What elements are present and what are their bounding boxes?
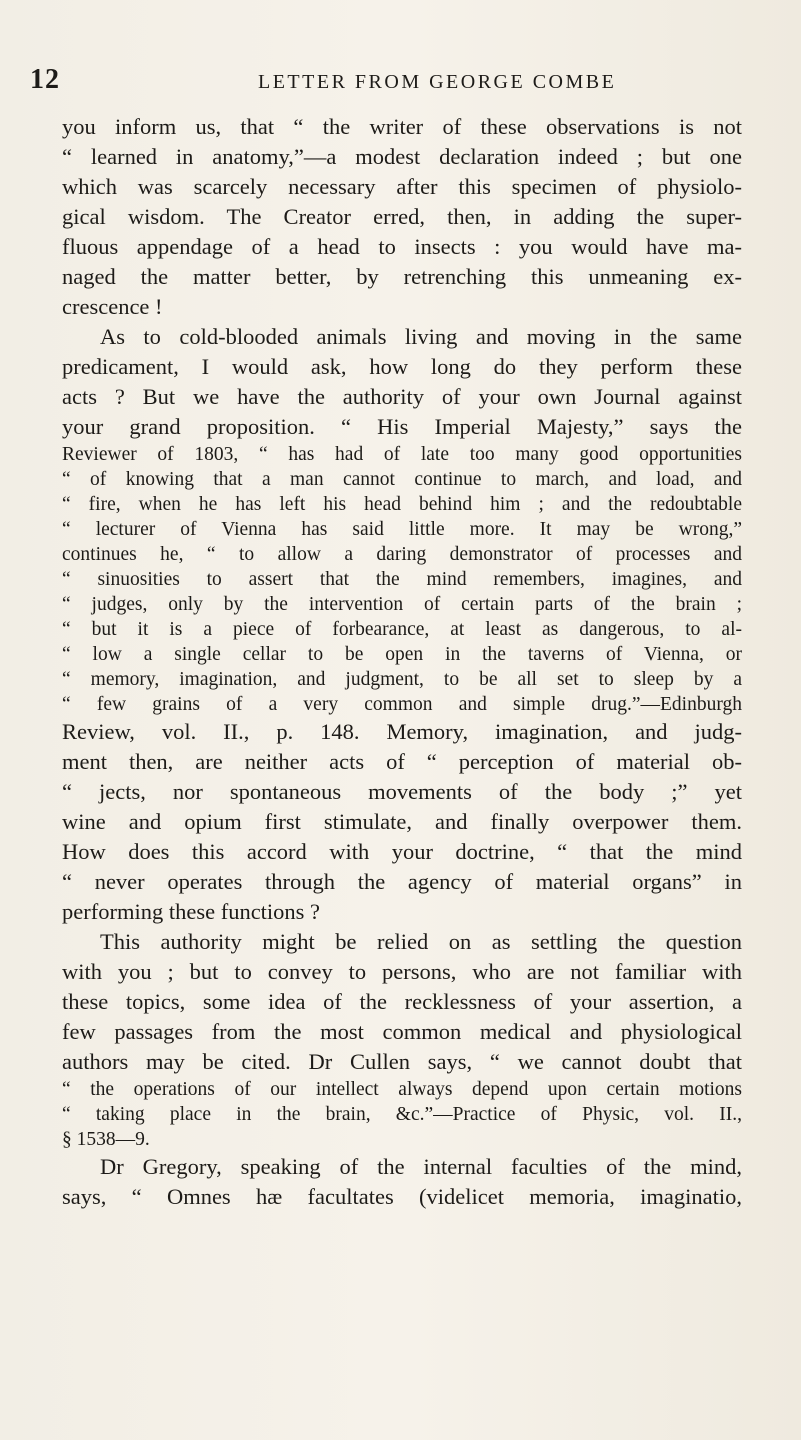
- text-line: acts ? But we have the authority of your own Journal against: [62, 384, 742, 409]
- text-line: fluous appendage of a head to insects : you would have ma-: [62, 234, 742, 259]
- text-line: with you ; but to convey to persons, who are not familiar with: [62, 959, 742, 984]
- text-line: Review, vol. II., p. 148. Memory, imagination, and judg-: [62, 719, 742, 744]
- text-line: wine and opium first stimulate, and finally overpower them.: [62, 809, 742, 834]
- text-line: Dr Gregory, speaking of the internal faculties of the mind,: [100, 1154, 742, 1179]
- running-head: LETTER FROM GEORGE COMBE: [258, 71, 617, 93]
- text-line: “ lecturer of Vienna has said little more. It may be wrong,”: [62, 519, 742, 540]
- text-line: “ but it is a piece of forbearance, at least as dangerous, to al-: [62, 619, 742, 640]
- page-number: 12: [30, 64, 60, 95]
- text-line: “ taking place in the brain, &c.”—Practice of Physic, vol. II.,: [62, 1104, 742, 1125]
- text-line: How does this accord with your doctrine, “ that the mind: [62, 839, 742, 864]
- text-line: “ sinuosities to assert that the mind remembers, imagines, and: [62, 569, 742, 590]
- text-line: ment then, are neither acts of “ perception of material ob-: [62, 749, 742, 774]
- text-line: § 1538—9.: [62, 1129, 150, 1150]
- text-line: “ jects, nor spontaneous movements of the body ;” yet: [62, 779, 742, 804]
- text-line: This authority might be relied on as settling the question: [100, 929, 742, 954]
- text-line: “ of knowing that a man cannot continue to march, and load, and: [62, 469, 742, 490]
- text-line: “ never operates through the agency of material organs” in: [62, 869, 742, 894]
- text-line: these topics, some idea of the recklessness of your assertion, a: [62, 989, 742, 1014]
- text-line: predicament, I would ask, how long do they perform these: [62, 354, 742, 379]
- text-line: “ judges, only by the intervention of certain parts of the brain ;: [62, 594, 742, 615]
- text-line: gical wisdom. The Creator erred, then, in adding the super-: [62, 204, 742, 229]
- text-line: “ fire, when he has left his head behind him ; and the redoubtable: [62, 494, 742, 515]
- text-line: you inform us, that “ the writer of these observations is not: [62, 114, 742, 139]
- page-header: [30, 64, 771, 98]
- text-line: authors may be cited. Dr Cullen says, “ we cannot doubt that: [62, 1049, 742, 1074]
- text-line: few passages from the most common medical and physiological: [62, 1019, 742, 1044]
- text-line: “ the operations of our intellect always depend upon certain motions: [62, 1079, 742, 1100]
- text-line: your grand proposition. “ His Imperial Majesty,” says the: [62, 414, 742, 439]
- text-line: Reviewer of 1803, “ has had of late too many good opportunities: [62, 444, 742, 465]
- text-line: “ low a single cellar to be open in the taverns of Vienna, or: [62, 644, 742, 665]
- text-line: which was scarcely necessary after this specimen of physiolo-: [62, 174, 742, 199]
- text-line: “ learned in anatomy,”—a modest declaration indeed ; but one: [62, 144, 742, 169]
- text-line: “ few grains of a very common and simple drug.”—Edinburgh: [62, 694, 742, 715]
- text-line: continues he, “ to allow a daring demonstrator of processes and: [62, 544, 742, 565]
- text-line: “ memory, imagination, and judgment, to be all set to sleep by a: [62, 669, 742, 690]
- text-line: naged the matter better, by retrenching this unmeaning ex-: [62, 264, 742, 289]
- text-line: As to cold-blooded animals living and moving in the same: [100, 324, 742, 349]
- text-line: crescence !: [62, 294, 163, 319]
- text-line: says, “ Omnes hæ facultates (videlicet memoria, imaginatio,: [62, 1184, 742, 1209]
- text-line: performing these functions ?: [62, 899, 321, 924]
- body-text: [62, 112, 742, 1212]
